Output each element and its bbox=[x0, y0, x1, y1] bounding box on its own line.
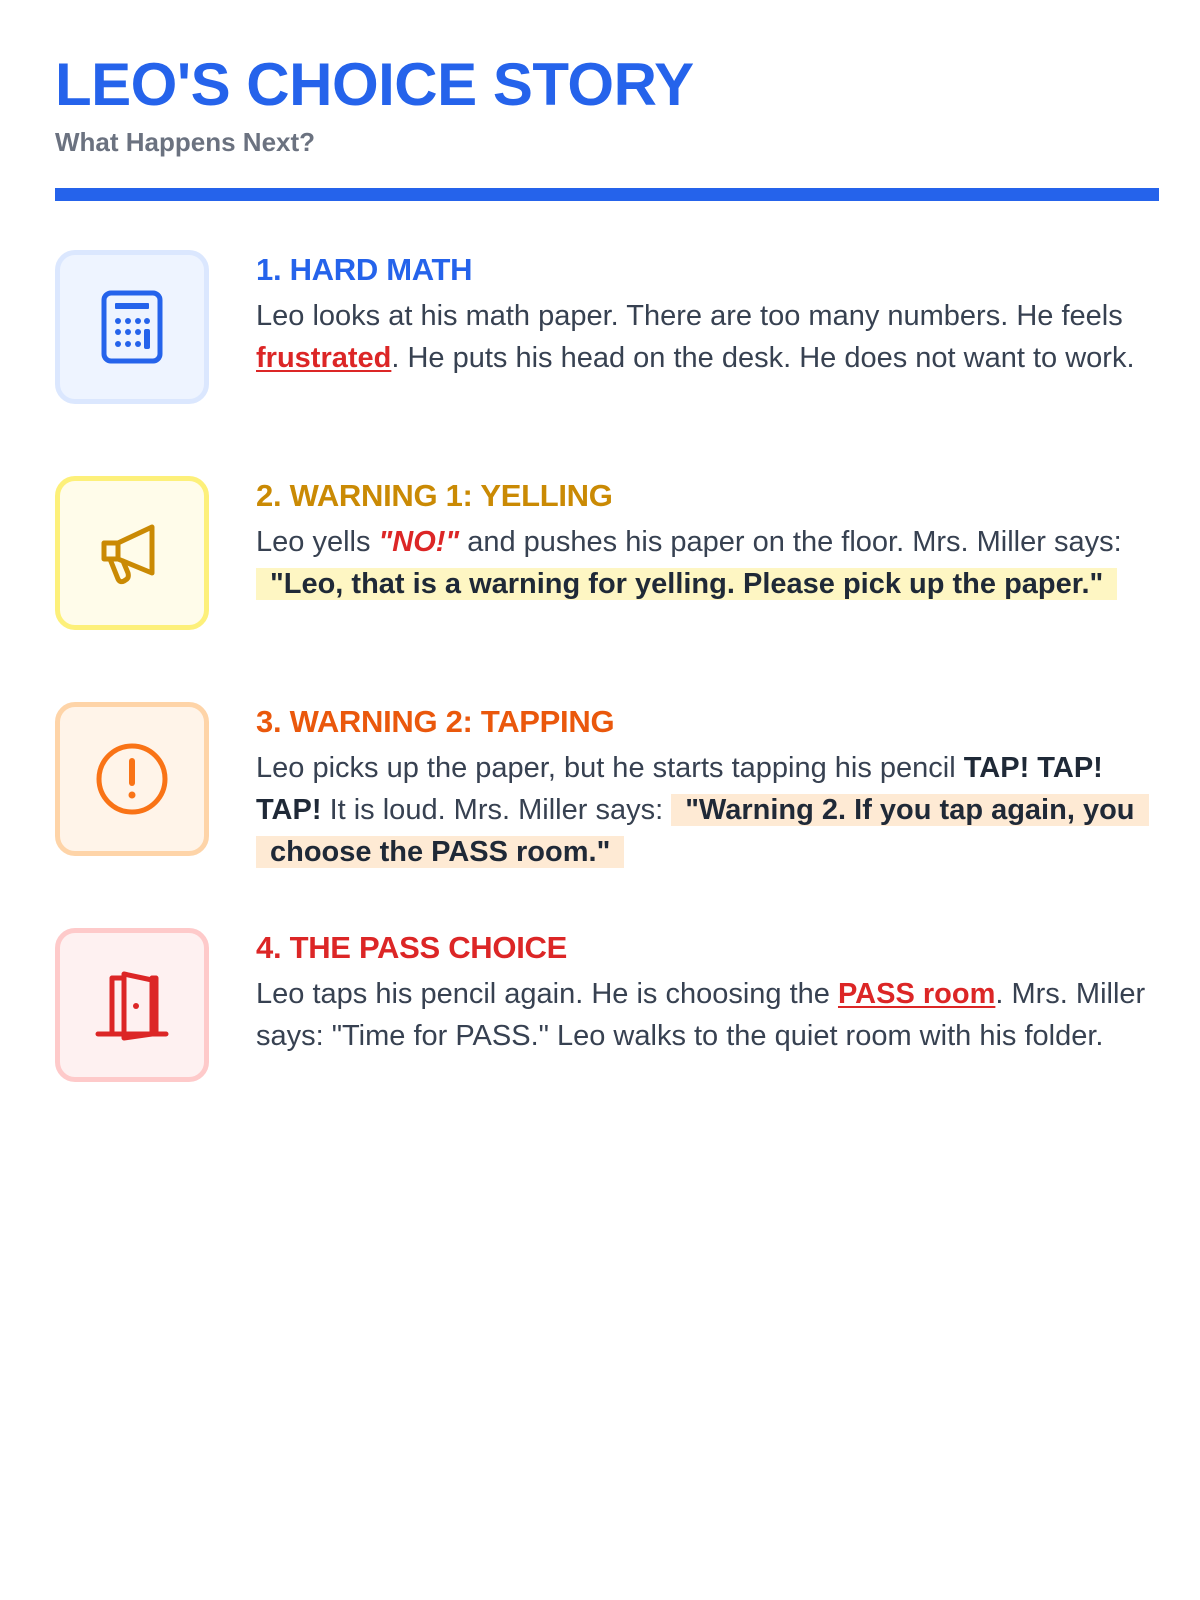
calculator-icon-box bbox=[55, 250, 209, 404]
step-text-part: and pushes his paper on the floor. Mrs. Miller says: bbox=[459, 526, 1122, 558]
step-title: 3. WARNING 2: TAPPING bbox=[256, 704, 615, 739]
step-content bbox=[256, 702, 1159, 873]
tap-sound: TAP! TAP! TAP! bbox=[256, 752, 1103, 826]
alert-circle-icon bbox=[94, 741, 170, 817]
door-icon-box bbox=[55, 928, 209, 1082]
step-text-part: Leo looks at his math paper. There are too many numbers. He feels bbox=[256, 300, 1123, 332]
step-content bbox=[256, 476, 1159, 605]
step-text bbox=[256, 521, 1159, 605]
page-subtitle: What Happens Next? bbox=[55, 127, 316, 157]
calculator-icon bbox=[100, 290, 164, 364]
teacher-quote: "Warning 2. If you tap again, you choose the PASS room." bbox=[256, 794, 1149, 868]
step-text-part: Leo taps his pencil again. He is choosing the bbox=[256, 978, 838, 1010]
step-text bbox=[256, 973, 1159, 1057]
step-text-part: It is loud. Mrs. Miller says: bbox=[321, 794, 672, 826]
step-text-part: . He puts his head on the desk. He does not want to work. bbox=[391, 342, 1135, 374]
step-text bbox=[256, 295, 1159, 379]
megaphone-icon bbox=[96, 517, 168, 589]
step-title: 4. THE PASS CHOICE bbox=[256, 930, 567, 965]
step-text-part: . Mrs. Miller says: "Time for PASS." Leo walks to the quiet room with his folder. bbox=[256, 978, 1146, 1052]
step-content bbox=[256, 250, 1159, 379]
header-divider bbox=[55, 188, 1159, 201]
step-text-part: Leo yells bbox=[256, 526, 379, 558]
shout-no: "NO!" bbox=[378, 526, 460, 558]
megaphone-icon-box bbox=[55, 476, 209, 630]
teacher-quote: "Leo, that is a warning for yelling. Please pick up the paper." bbox=[256, 568, 1117, 600]
keyword-frustrated: frustrated bbox=[256, 342, 392, 374]
keyword-pass-room: PASS room bbox=[837, 978, 996, 1010]
step-text-part: Leo picks up the paper, but he starts tapping his pencil bbox=[256, 752, 964, 784]
door-exit-icon bbox=[94, 968, 170, 1042]
step-content bbox=[256, 928, 1159, 1057]
step-text bbox=[256, 747, 1159, 873]
step-title: 2. WARNING 1: YELLING bbox=[256, 478, 613, 513]
alert-icon-box bbox=[55, 702, 209, 856]
step-title: 1. HARD MATH bbox=[256, 252, 473, 287]
page-title: LEO'S CHOICE STORY bbox=[55, 51, 694, 118]
